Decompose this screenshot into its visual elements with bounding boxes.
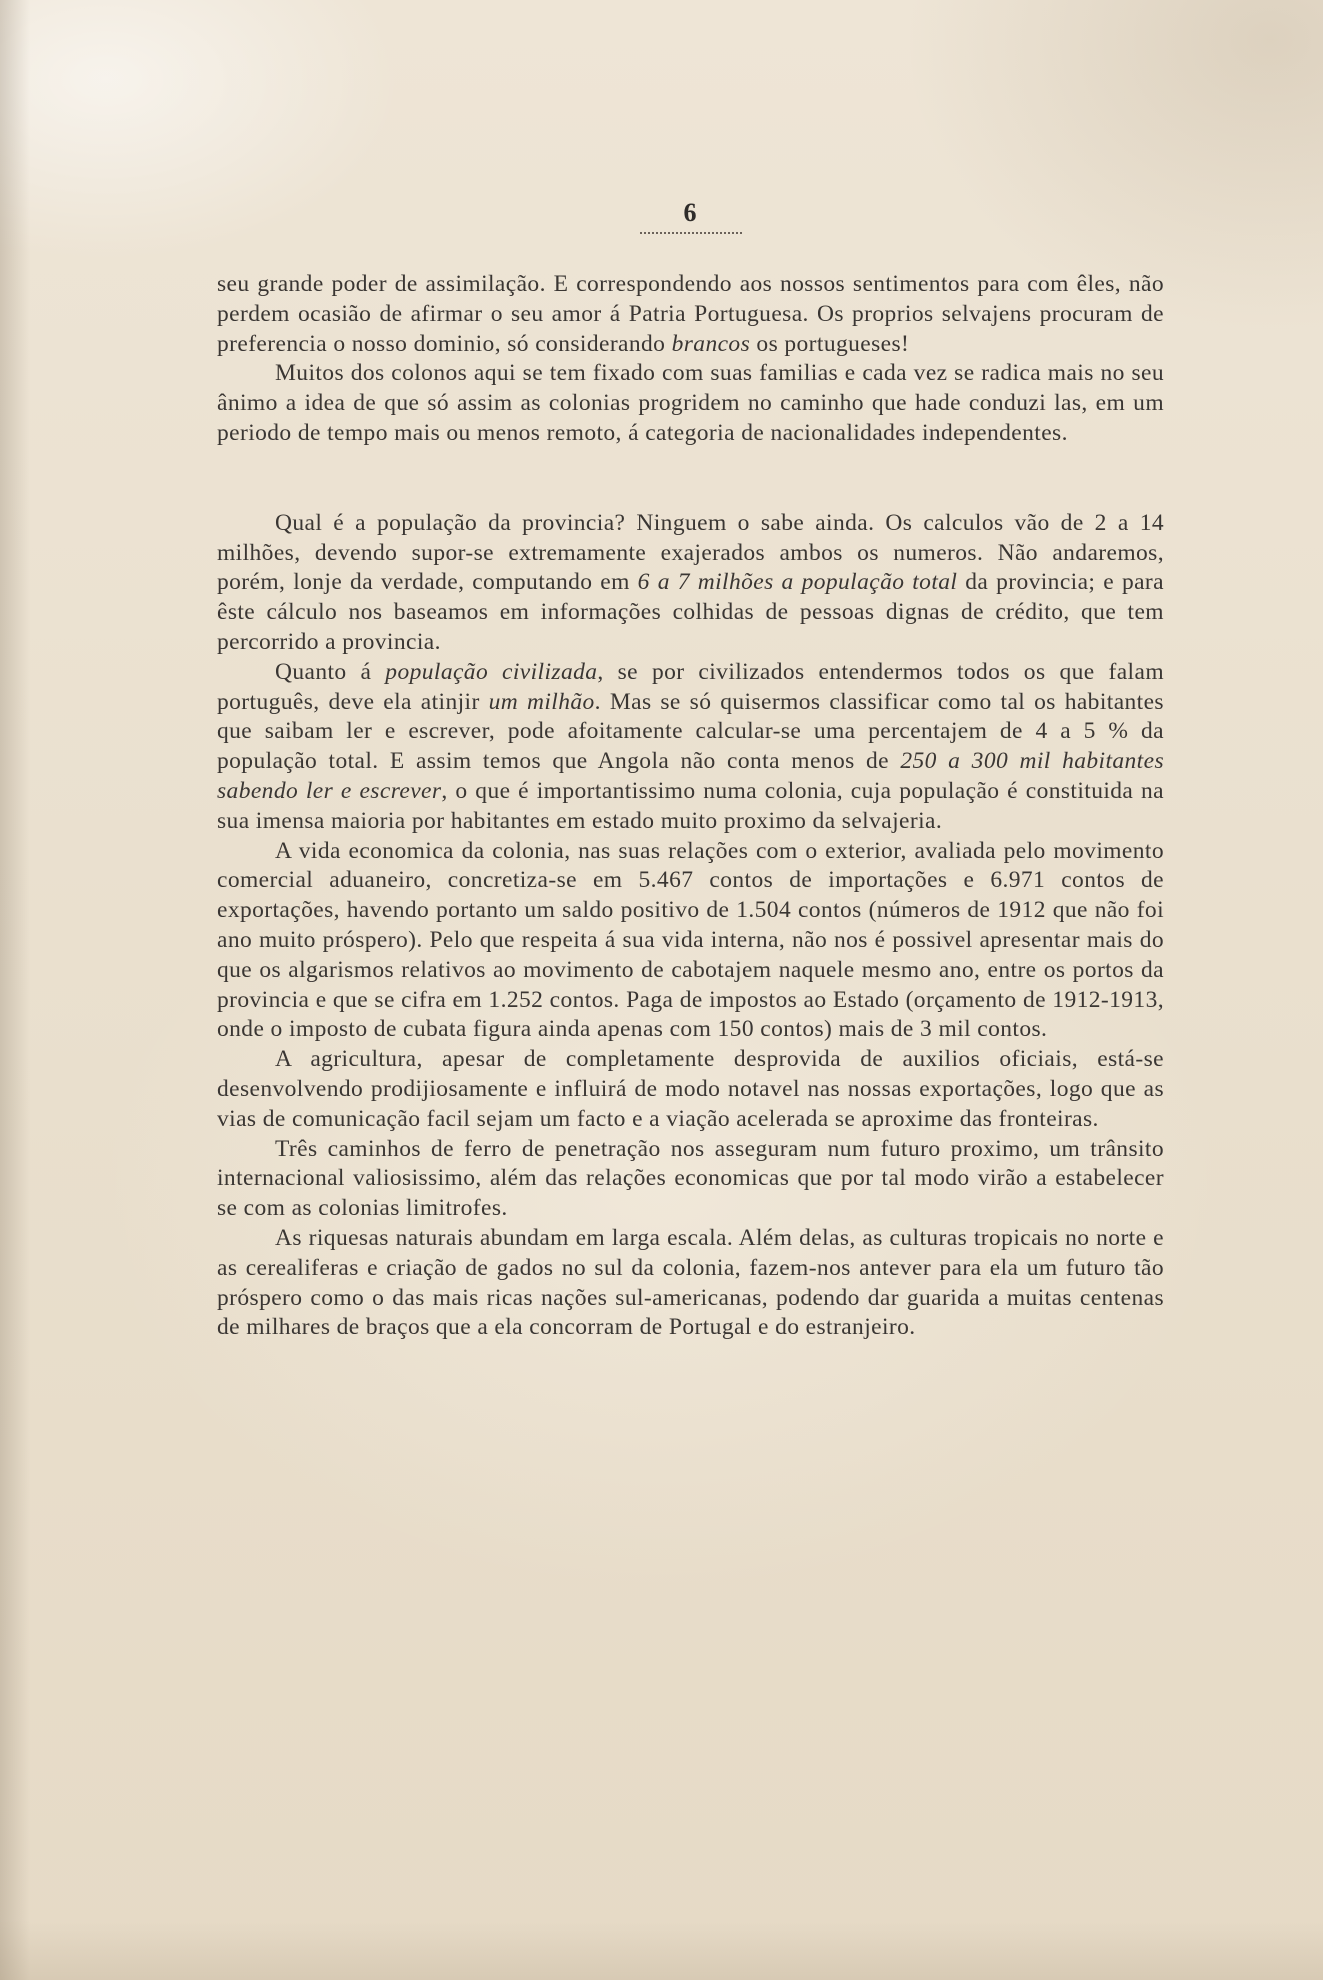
page-number: 6 [683, 198, 697, 227]
page-number-rule [640, 232, 742, 234]
italic-text: população civilizada [385, 658, 598, 685]
text-segment: A vida economica da colonia, nas suas relações com o exterior, avaliada pelo movimento comercial aduaneiro, concretiza-se em 5.467 contos de importações e 6.971 contos de exportações, havendo portanto um saldo positivo de 1.504 contos (números de 1912 que não foi ano muito próspero). Pelo que respeita á sua vida interna, não nos é possivel apresentar mais do que os algarismos relativos ao movimento de cabotajem naquele mesmo ano, entre os portos da provincia e que se cifra em 1.252 contos. Paga de impostos ao Estado (orçamento de 1912-1913, onde o imposto de cubata figura ainda apenas com 150 contos) mais de 3 mil contos. [217, 837, 1164, 1043]
italic-text: brancos [671, 330, 751, 357]
text-segment: os portugueses! [750, 330, 910, 357]
page-bottom-shadow [0, 1920, 1323, 1980]
text-segment: seu grande poder de assimilação. E correspondendo aos nossos sentimentos para com êles, não perdem ocasião de afirmar o seu amor á Patria Portuguesa. Os proprios selvajens procuram de preferencia o nosso dominio, só considerando [217, 271, 1164, 357]
text-segment: Qual é a população da provincia? Ninguem o sabe ainda. Os calculos vão de 2 a 14 milhões, devendo supor-se extremamente exajerados ambos os numeros. Não andaremos, porém, lonje da verdade, computando em [217, 509, 1164, 596]
text-segment: Três caminhos de ferro de penetração nos asseguram num futuro proximo, um trânsito internacional valiosissimo, além das relações economicas que por tal modo virão a estabelecer se com as colonias limitrofes. [217, 1135, 1164, 1222]
text-segment: da provincia; e para êste cálculo nos baseamos em informações colhidas de pessoas dignas de crédito, que tem percorrido a provincia. [217, 569, 1164, 655]
page-edge-shadow [0, 0, 30, 1980]
italic-text: 250 a 300 mil habitantes sabendo ler e escrever [217, 748, 1164, 804]
text-segment: , o que é importantissimo numa colonia, cuja população é constituida na sua imensa maioria por habitantes em estado muito proximo da selvajeria. [217, 777, 1164, 834]
paragraph [217, 509, 1164, 658]
text-segment: Quanto á [275, 658, 386, 685]
paragraph [217, 658, 1164, 837]
section-gap [217, 449, 1164, 509]
text-segment: . Mas se só quisermos classificar como tal os habitantes que saibam ler e escrever, pode afoitamente calcular-se uma percentajem de 4 a 5 % da população total. E assim temos que Angola não conta menos de [217, 688, 1164, 775]
paragraph [217, 1224, 1164, 1343]
text-segment: A agricultura, apesar de completamente desprovida de auxilios oficiais, está-se desenvolvendo prodijiosamente e influirá de modo notavel nas nossas exportações, logo que as vias de comunicação facil sejam um facto e a viação acelerada se aproxime das fronteiras. [217, 1046, 1164, 1132]
text-segment: Muitos dos colonos aqui se tem fixado com suas familias e cada vez se radica mais no seu ânimo a idea de que só assim as colonias progridem no caminho que hade conduzi las, em um periodo de tempo mais ou menos remoto, á categoria de nacionalidades independentes. [217, 360, 1164, 446]
paragraph [217, 1135, 1164, 1224]
italic-text: 6 a 7 milhões a população total [637, 569, 958, 596]
body-text [217, 270, 1164, 1343]
text-segment: , se por civilizados entendermos todos os que falam português, deve ela atinjir [217, 658, 1164, 715]
paragraph [217, 270, 1164, 359]
italic-text: um milhão [488, 688, 595, 715]
paragraph [217, 837, 1164, 1046]
paragraph [217, 1045, 1164, 1134]
text-segment: As riquesas naturais abundam em larga escala. Além delas, as culturas tropicais no norte e as cerealiferas e criação de gados no sul da colonia, fazem-nos antever para ela um futuro tão próspero como o das mais ricas nações sul-americanas, podendo dar guarida a muitas centenas de milhares de braços que a ela concorram de Portugal e do estranjeiro. [217, 1224, 1164, 1341]
paragraph [217, 359, 1164, 448]
